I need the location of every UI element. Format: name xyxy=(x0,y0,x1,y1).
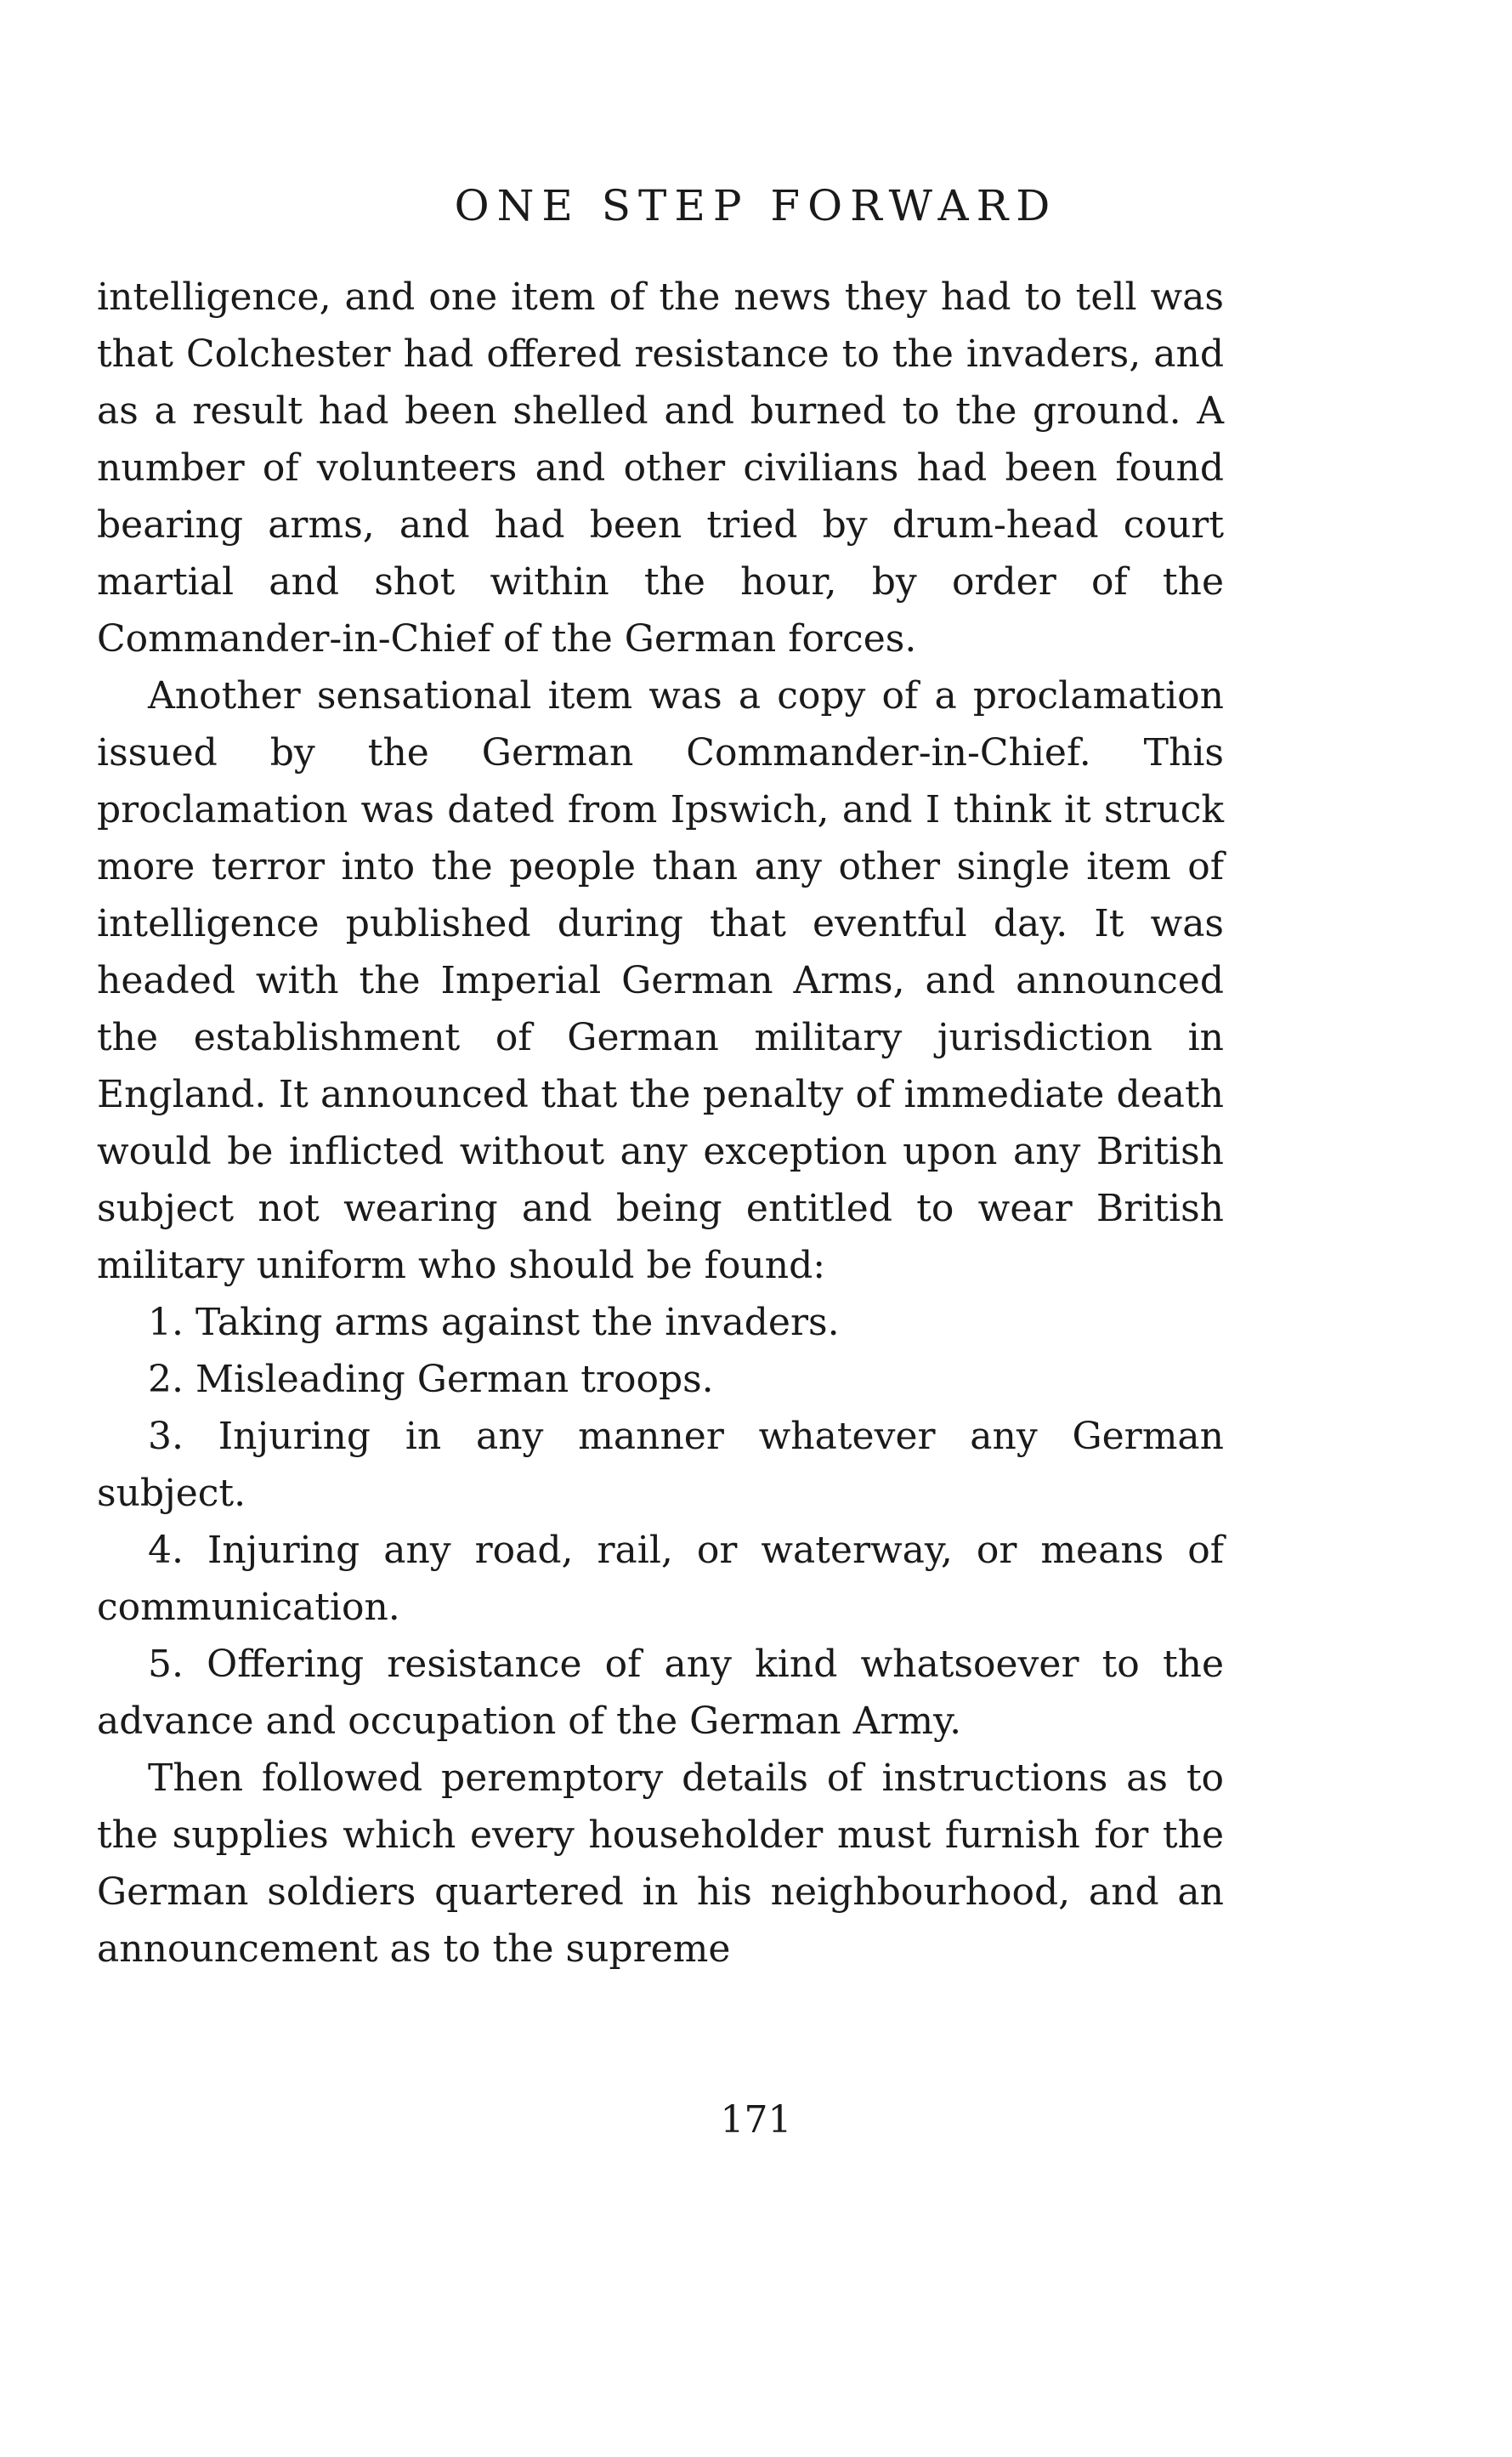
paragraph-proclamation: Another sensational item was a copy of a proclamation issued by the German Commander-in-Chief. This proclamation was dated from Ipswich, and I think it struck more terror into the people than any other single item of intelligence published during that eventful day. It was headed with the Imperial German Arms, and announced the establishment of German military jurisdiction in England. It announced that the penalty of immediate death would be inflicted without any exception upon any British subject not wearing and being entitled to wear British military uniform who should be found: xyxy=(97,674,1224,1287)
list-item: 5. Offering resistance of any kind whatsoever to the advance and occupation of the German Army. xyxy=(97,1643,1224,1743)
running-title: ONE STEP FORWARD xyxy=(454,181,1058,230)
paragraph-continued: intelligence, and one item of the news they had to tell was that Colchester had offered resistance to the invaders, and as a result had been shelled and burned to the ground. A number of volunteers and other civilians had been found bearing arms, and had been tried by drum-head court martial and shot within the hour, by order of the Commander-in-Chief of the German forces. xyxy=(97,275,1224,661)
paragraph-instructions: Then followed peremptory details of instructions as to the supplies which every householder must furnish for the German soldiers quartered in his neighbourhood, and an announcement as to the supreme xyxy=(97,1756,1224,1971)
list-item: 3. Injuring in any manner whatever any German subject. xyxy=(97,1415,1224,1515)
list-item: 4. Injuring any road, rail, or waterway, or means of communication. xyxy=(97,1529,1224,1629)
list-item: 2. Misleading German troops. xyxy=(148,1358,714,1401)
offence-list xyxy=(97,1294,1224,1750)
body-text xyxy=(97,269,1224,1978)
list-item: 1. Taking arms against the invaders. xyxy=(148,1301,840,1344)
page-number: 171 xyxy=(720,2098,792,2142)
